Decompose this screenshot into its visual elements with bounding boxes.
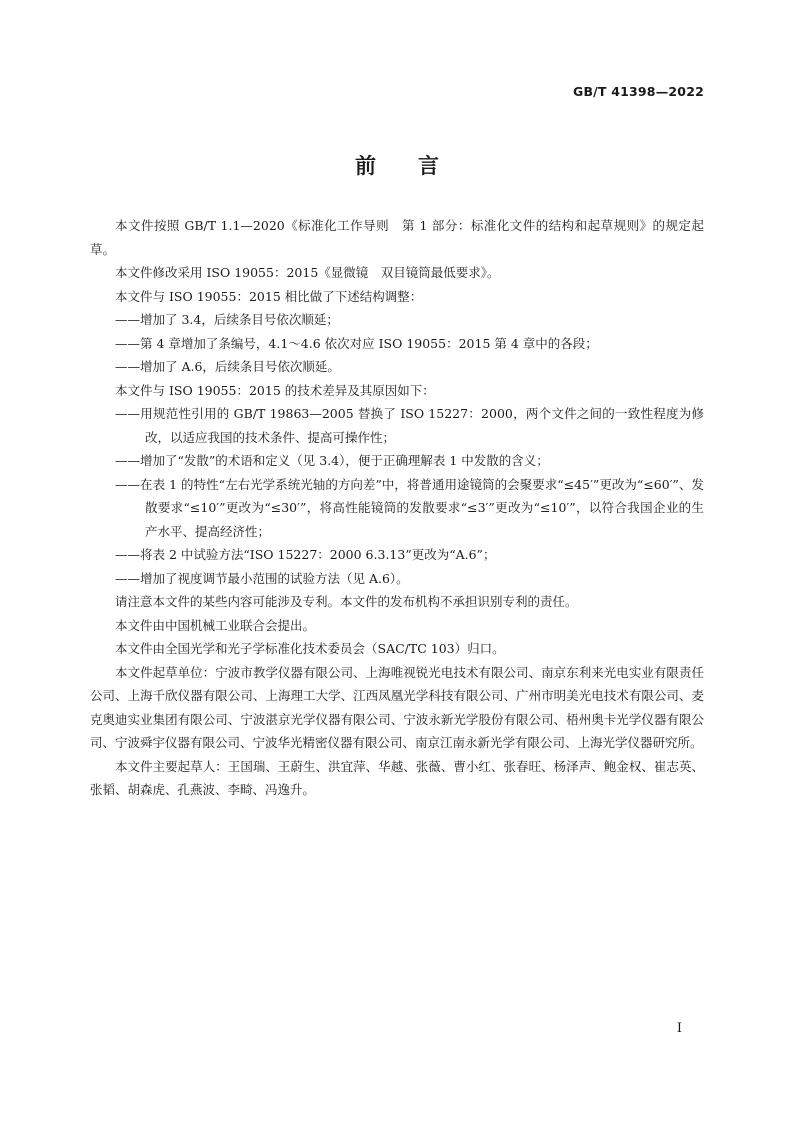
list-item-diff-2: ——增加了“发散”的术语和定义（见 3.4），便于正确理解表 1 中发散的含义； bbox=[115, 453, 549, 468]
page-title: 前言 bbox=[355, 154, 481, 178]
list-item-structure-3: ——增加了 A.6，后续条目号依次顺延。 bbox=[115, 359, 340, 374]
list-item-diff-4: ——将表 2 中试验方法“ISO 15227：2000 6.3.13”更改为“A.6”； bbox=[115, 547, 496, 562]
list-item-structure-2: ——第 4 章增加了条编号，4.1～4.6 依次对应 ISO 19055：2015 第 4 章中的各段； bbox=[115, 335, 598, 351]
list-item-structure-1: ——增加了 3.4，后续条目号依次顺延； bbox=[115, 312, 339, 327]
paragraph-structure-intro: 本文件与 ISO 19055：2015 相比做了下述结构调整： bbox=[115, 288, 423, 304]
list-item-diff-5: ——增加了视度调节最小范围的试验方法（见 A.6）。 bbox=[115, 570, 409, 586]
standard-code: GB/T 41398—2022 bbox=[572, 84, 704, 99]
paragraph-drafting-rules: 本文件按照 GB/T 1.1—2020《标准化工作导则 第 1 部分：标准化文件的结构和起草规则》的规定起草。 bbox=[90, 218, 704, 257]
paragraph-committee: 本文件由全国光学和光子学标准化技术委员会（SAC/TC 103）归口。 bbox=[115, 641, 505, 656]
paragraph-technical-diff-intro: 本文件与 ISO 19055：2015 的技术差异及其原因如下： bbox=[115, 382, 435, 398]
page-number: I bbox=[676, 1021, 682, 1036]
list-item-diff-1: ——用规范性引用的 GB/T 19863—2005 替换了 ISO 15227：2000，两个文件之间的一致性程度为修改，以适应我国的技术条件、提高可操作性； bbox=[115, 406, 704, 445]
paragraph-drafters: 本文件主要起草人：王国瑞、王蔚生、洪宜萍、华越、张薇、曹小红、张春旺、杨泽声、鲍金权、崔志英、张韬、胡森虎、孔燕波、李畸、冯逸升。 bbox=[90, 758, 704, 797]
paragraph-proposer: 本文件由中国机械工业联合会提出。 bbox=[115, 617, 316, 633]
paragraph-patent-notice: 请注意本文件的某些内容可能涉及专利。本文件的发布机构不承担识别专利的责任。 bbox=[115, 594, 578, 609]
paragraph-drafting-units: 本文件起草单位：宁波市教学仪器有限公司、上海唯视锐光电技术有限公司、南京东利来光电实业有限责任公司、上海千欣仪器有限公司、上海理工大学、江西凤凰光学科技有限公司、广州市明美光电技术有限公司、麦克奥迪实业集团有限公司、宁波湛京光学仪器有限公司、宁波永新光学股份有限公司、梧州奥卡光学仪器有限公司、宁波舜宇仪器有限公司、宁波华光精密仪器有限公司、南京江南永新光学有限公司、上海光学仪器研究所。 bbox=[90, 664, 704, 750]
list-item-diff-3: ——在表 1 的特性“左右光学系统光轴的方向差”中，将普通用途镜筒的会聚要求“≤45′”更改为“≤60′”、发散要求“≤10′”更改为“≤30′”，将高性能镜筒的发散要求“≤3′”更改为“≤10′”，以符合我国企业的生产水平、提高经济性； bbox=[115, 476, 704, 539]
paragraph-adoption: 本文件修改采用 ISO 19055：2015《显微镜 双目镜筒最低要求》。 bbox=[115, 265, 500, 280]
document-body bbox=[90, 214, 704, 802]
